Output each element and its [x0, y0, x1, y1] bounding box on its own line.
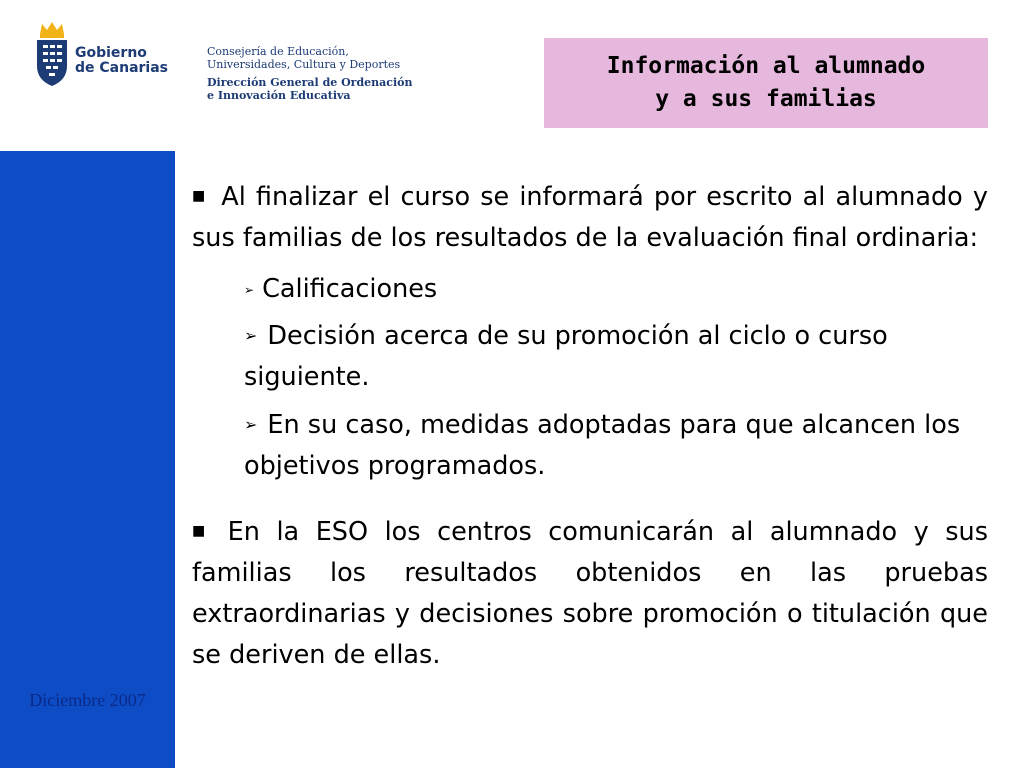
crest-icon	[34, 20, 70, 88]
sub-item: ➢ Calificaciones	[192, 269, 988, 311]
arrow-bullet-icon: ➢	[244, 415, 258, 434]
slide-title-line: Información al alumnado	[606, 53, 926, 79]
government-name: Gobierno de Canarias	[75, 45, 169, 76]
bullet-paragraph: ■ En la ESO los centros comunicarán al alumnado y sus familias los resultados obtenidos en las pruebas extraordinarias y decisiones sobre promoción o titulación que se deriven de ellas.	[192, 517, 988, 670]
bullet-paragraph: ■ Al finalizar el curso se informará por escrito al alumnado y sus familias de los resultados de la evaluación final ordinaria:	[192, 182, 988, 253]
arrow-bullet-icon: ➢	[244, 326, 258, 345]
department-text	[207, 45, 447, 102]
directorate-line: Dirección General de Ordenación	[207, 76, 413, 89]
department-line: Universidades, Cultura y Deportes	[207, 58, 401, 71]
department-line: Consejería de Educación,	[207, 45, 349, 58]
sub-item: ➢ Decisión acerca de su promoción al ciclo o curso siguiente.	[192, 315, 988, 398]
gobierno-canarias-logo	[34, 20, 184, 90]
square-bullet-icon: ■	[192, 188, 208, 204]
slide-title	[544, 38, 988, 128]
sidebar-band	[0, 151, 175, 768]
arrow-bullet-icon: ➢	[244, 283, 255, 297]
slide-title-line: y a sus familias	[655, 86, 877, 112]
slide-content	[192, 176, 988, 676]
date-label: Diciembre 2007	[29, 690, 146, 710]
square-bullet-icon: ■	[192, 523, 214, 539]
sub-item: ➢ En su caso, medidas adoptadas para que alcancen los objetivos programados.	[192, 404, 988, 487]
directorate-line: e Innovación Educativa	[207, 89, 351, 102]
